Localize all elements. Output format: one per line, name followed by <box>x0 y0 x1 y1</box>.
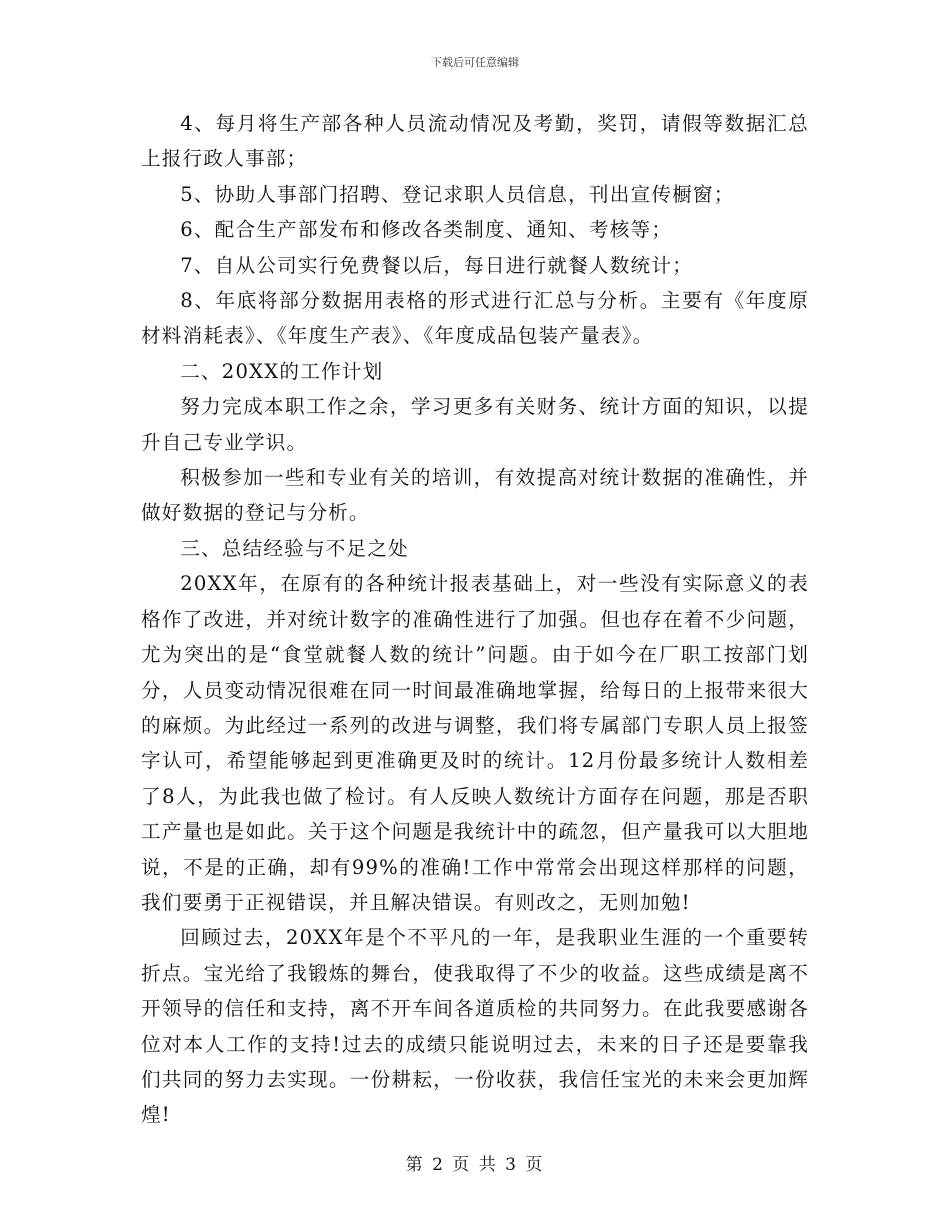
section-heading-summary: 三、总结经验与不足之处 <box>180 536 409 560</box>
paragraph: 积极参加一些和专业有关的培训，有效提高对统计数据的准确性，并做好数据的登记与分析。 <box>141 466 809 525</box>
list-item-4: 4、每月将生产部各种人员流动情况及考勤，奖罚，请假等数据汇总上报行政人事部； <box>141 112 809 171</box>
page-number: 第 2 页 共 3 页 <box>405 1155 545 1175</box>
paragraph: 回顾过去，20XX年是个不平凡的一年，是我职业生涯的一个重要转折点。宝光给了我锻炼的舞台，使我取得了不少的收益。这些成绩是离不开领导的信任和支持，离不开车间各道质检的共同努力。在此我要感谢各位对本人工作的支持!过去的成绩只能说明过去，未来的日子还是要靠我们共同的努力去实现。一份耕耘，一份收获，我信任宝光的未来会更加辉煌! <box>141 926 809 1127</box>
list-item-7: 7、自从公司实行免费餐以后，每日进行就餐人数统计； <box>180 253 693 277</box>
list-item-6: 6、配合生产部发布和修改各类制度、通知、考核等； <box>180 218 673 242</box>
paragraph: 努力完成本职工作之余，学习更多有关财务、统计方面的知识，以提升自己专业学识。 <box>141 395 809 454</box>
list-item-5: 5、协助人事部门招聘、登记求职人员信息，刊出宣传橱窗； <box>180 182 735 206</box>
paragraph: 20XX年，在原有的各种统计报表基础上，对一些没有实际意义的表格作了改进，并对统计数字的准确性进行了加强。但也存在着不少问题，尤为突出的是“食堂就餐人数的统计”问题。由于如今在厂职工按部门划分，人员变动情况很难在同一时间最准确地掌握，给每日的上报带来很大的麻烦。为此经过一系列的改进与调整，我们将专属部门专职人员上报签字认可，希望能够起到更准确更及时的统计。12月份最多统计人数相差了8人，为此我也做了检讨。有人反映人数统计方面存在问题，那是否职工产量也是如此。关于这个问题是我统计中的疏忽，但产量我可以大胆地说，不是的正确，却有99%的准确!工作中常常会出现这样那样的问题，我们要勇于正视错误，并且解决错误。有则改之，无则加勉! <box>141 572 809 914</box>
list-item-8: 8、年底将部分数据用表格的形式进行汇总与分析。主要有《年度原材料消耗表》、《年度生产表》、《年度成品包装产量表》。 <box>141 289 809 348</box>
document-body <box>141 106 809 1133</box>
page-header: 下载后可任意编辑 <box>431 56 519 69</box>
section-heading-work-plan: 二、20XX的工作计划 <box>180 359 384 383</box>
